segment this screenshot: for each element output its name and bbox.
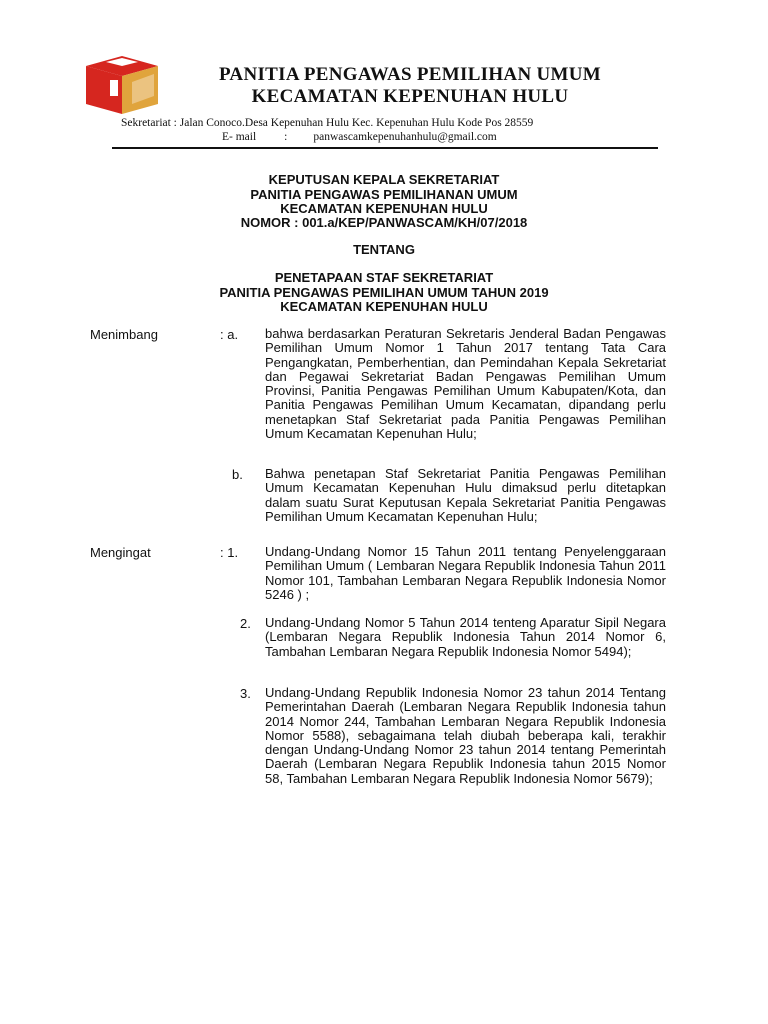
address-line: Sekretariat : Jalan Conoco.Desa Kepenuhan Hulu Kec. Kepenuhan Hulu Kode Pos 28559 (121, 117, 534, 129)
menimbang-marker-a: : a. (220, 327, 239, 342)
email-address: panwascamkepenuhanhulu@gmail.com (313, 131, 497, 143)
letterhead-divider (112, 147, 658, 149)
mengingat-label: Mengingat (90, 545, 151, 560)
email-colon: : (284, 131, 288, 143)
menimbang-point-a: bahwa berdasarkan Peraturan Sekretaris Jenderal Badan Pengawas Pemilihan Umum Nomor 1 Tahun 2017 tentang Tata Cara Pengangkatan, Pemberhentian, dan Pemindahan Kepala Sekretariat dan Pegawai Sekretariat Badan Pengawas Pemilihan Umum Provinsi, Panitia Pengawas Pemilihan Umum Kabupaten/Kota, dan Panitia Pengawas Pemilihan Umum Kecamatan, dipandang perlu menetapkan Staf Sekretariat pada Panitia Pengawas Pemilihan Umum Kecamatan Kepenuhan Hulu; (265, 326, 666, 442)
menimbang-marker-b: b. (232, 467, 243, 482)
email-label: E- mail (222, 131, 257, 143)
title-line2: PANITIA PENGAWAS PEMILIHANAN UMUM (250, 187, 518, 202)
decree-number: NOMOR : 001.a/KEP/PANWASCAM/KH/07/2018 (240, 215, 528, 230)
email-line (222, 131, 497, 143)
subject-line3: KECAMATAN KEPENUHAN HULU (280, 299, 488, 314)
mengingat-marker-3: 3. (240, 686, 251, 701)
tentang-heading: TENTANG (353, 242, 415, 257)
org-name-line2: KECAMATAN KEPENUHAN HULU (251, 86, 569, 107)
logo-slot (110, 80, 118, 96)
mengingat-point-1: Undang-Undang Nomor 15 Tahun 2011 tentang Penyelenggaraan Pemilihan Umum ( Lembaran Negara Republik Indonesia Tahun 2011 Nomor 101, Tambahan Lembaran Negara Republik Indonesia Nomor 5246 ) ; (265, 544, 666, 602)
menimbang-label: Menimbang (90, 327, 158, 342)
title-line1: KEPUTUSAN KEPALA SEKRETARIAT (268, 172, 500, 187)
org-name-line1: PANITIA PENGAWAS PEMILIHAN UMUM (218, 64, 602, 85)
mengingat-point-2: Undang-Undang Nomor 5 Tahun 2014 tenteng Aparatur Sipil Negara (Lembaran Negara Republik Indonesia Tahun 2014 Nomor 6, Tambahan Lembaran Negara Republik Indonesia Nomor 5494); (265, 615, 666, 659)
subject-line1: PENETAPAAN STAF SEKRETARIAT (274, 270, 494, 285)
title-line3: KECAMATAN KEPENUHAN HULU (280, 201, 488, 216)
subject-line2: PANITIA PENGAWAS PEMILIHAN UMUM TAHUN 2019 (219, 285, 549, 300)
mengingat-point-3: Undang-Undang Republik Indonesia Nomor 23 tahun 2014 Tentang Pemerintahan Daerah (Lembaran Negara Republik Indonesia tahun 2014 Nomor 244, Tambahan Lembaran Negara Republik Indonesia Nomor 5588), sebagaimana telah diubah beberapa kali, terakhir dengan Undang-Undang Nomor 23 tahun 2014 tentang Pemerintah Daerah (Lembaran Negara Republik Indonesia tahun 2015 Nomor 58, Tambahan Lembaran Negara Republik Indonesia Nomor 5679); (265, 685, 666, 786)
mengingat-marker-1: : 1. (220, 545, 239, 560)
mengingat-marker-2: 2. (240, 616, 251, 631)
menimbang-point-b: Bahwa penetapan Staf Sekretariat Panitia Pengawas Pemilihan Umum Kecamatan Kepenuhan Hulu dimaksud perlu ditetapkan dalam suatu Surat Keputusan Kepala Sekretariat Panitia Pengawas Pemilihan Umum Kecamatan Kepenuhan Hulu; (265, 466, 666, 524)
